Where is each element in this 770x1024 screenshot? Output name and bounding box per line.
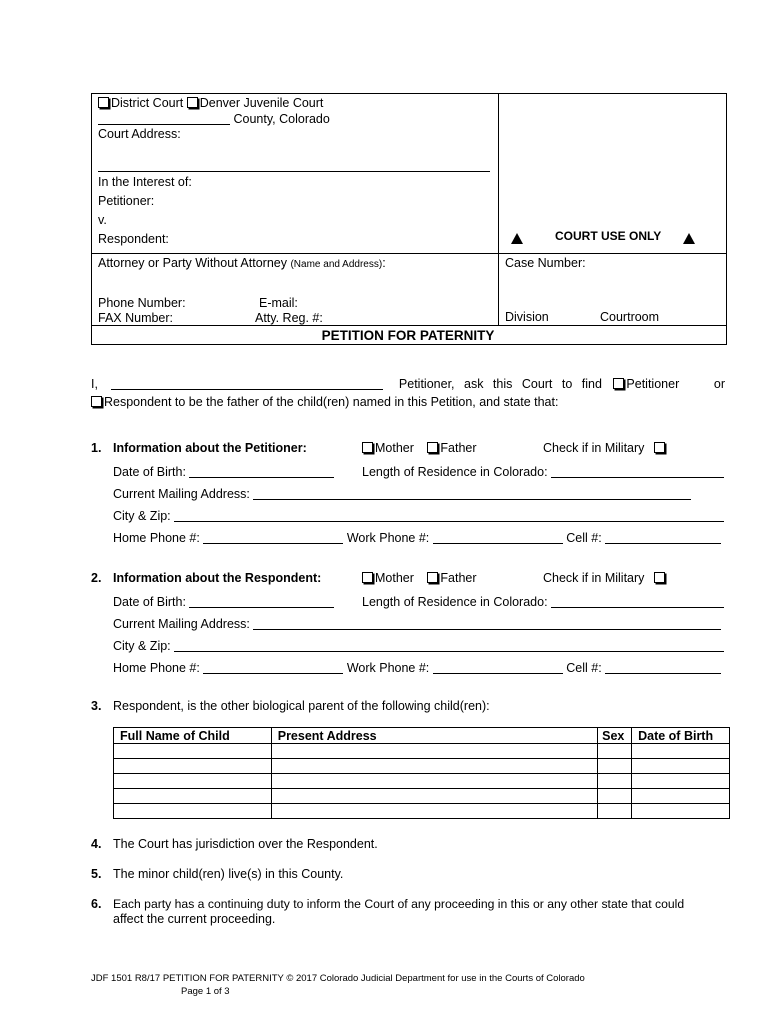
s2-residence-line <box>362 595 724 609</box>
s2-mailing-label: Current Mailing Address: <box>113 617 250 631</box>
child-address-cell[interactable] <box>271 774 597 789</box>
s2-mother-checkbox[interactable] <box>362 572 373 583</box>
child-address-cell[interactable] <box>271 744 597 759</box>
s2-gender <box>362 571 477 585</box>
s1-father-checkbox[interactable] <box>427 442 438 453</box>
child-dob-cell[interactable] <box>632 789 730 804</box>
s2-cell-blank[interactable] <box>605 662 721 674</box>
title-row-divider <box>91 325 726 326</box>
intro-line-2-text: Respondent to be the father of the child(ren) named in this Petition, and state that: <box>104 395 559 409</box>
s1-residence-blank[interactable] <box>551 466 724 478</box>
s1-city-line <box>113 509 724 523</box>
section-6-line-1: Each party has a continuing duty to inform the Court of any proceeding in this or any other state that could <box>113 897 685 911</box>
find-respondent-checkbox[interactable] <box>91 396 102 407</box>
child-sex-cell[interactable] <box>598 759 632 774</box>
child-address-cell[interactable] <box>271 789 597 804</box>
header-date-of-birth: Date of Birth <box>632 728 730 744</box>
s1-military <box>543 441 667 455</box>
s2-cell-label: Cell #: <box>566 661 602 675</box>
section-6-number: 6. <box>91 897 102 911</box>
s2-phone-line <box>113 661 721 675</box>
caption-divider <box>498 93 499 325</box>
child-dob-cell[interactable] <box>632 759 730 774</box>
county-line <box>98 112 330 126</box>
child-dob-cell[interactable] <box>632 744 730 759</box>
fax-number-label: FAX Number: <box>98 311 174 325</box>
child-name-cell[interactable] <box>114 804 272 819</box>
section-1-title: Information about the Petitioner: <box>113 441 307 455</box>
phone-number-label: Phone Number: <box>98 296 186 310</box>
county-blank[interactable] <box>98 113 230 125</box>
s2-work-phone-blank[interactable] <box>433 662 563 674</box>
table-row <box>114 774 730 789</box>
attorney-note: (Name and Address) <box>290 259 383 270</box>
intro-or: or <box>713 377 725 391</box>
s1-military-label: Check if in Military <box>543 441 645 455</box>
s2-city-line <box>113 639 724 653</box>
case-number-label: Case Number: <box>505 256 586 270</box>
section-5-number: 5. <box>91 867 102 881</box>
denver-juvenile-label: Denver Juvenile Court <box>199 96 324 110</box>
s2-mother-label: Mother <box>375 571 414 585</box>
s1-work-phone-label: Work Phone #: <box>346 531 430 545</box>
s1-father-label: Father <box>440 441 477 455</box>
s1-mailing-label: Current Mailing Address: <box>113 487 250 501</box>
court-use-only-label: COURT USE ONLY <box>555 229 662 243</box>
child-name-cell[interactable] <box>114 789 272 804</box>
court-address-blank[interactable] <box>98 171 490 172</box>
s1-gender <box>362 441 477 455</box>
section-2-number: 2. <box>91 571 102 585</box>
header-present-address: Present Address <box>271 728 597 744</box>
caption-row-divider <box>91 253 726 254</box>
denver-juvenile-checkbox[interactable] <box>187 97 198 108</box>
s1-home-phone-label: Home Phone #: <box>113 531 200 545</box>
table-row <box>114 789 730 804</box>
s1-mother-checkbox[interactable] <box>362 442 373 453</box>
find-petitioner-label: Petitioner <box>626 377 680 391</box>
child-sex-cell[interactable] <box>598 774 632 789</box>
s2-home-phone-blank[interactable] <box>203 662 343 674</box>
section-4-number: 4. <box>91 837 102 851</box>
s1-dob-label: Date of Birth: <box>113 465 186 479</box>
header-sex: Sex <box>598 728 632 744</box>
attorney-line <box>98 256 386 270</box>
s1-residence-label: Length of Residence in Colorado: <box>362 465 548 479</box>
versus-label: v. <box>98 213 107 227</box>
email-label: E-mail: <box>259 296 298 310</box>
children-table-header <box>114 728 730 744</box>
section-4-text: The Court has jurisdiction over the Respondent. <box>113 837 378 851</box>
s1-residence-line <box>362 465 724 479</box>
s2-dob-blank[interactable] <box>189 596 334 608</box>
s1-phone-line <box>113 531 721 545</box>
s1-cell-blank[interactable] <box>605 532 721 544</box>
s2-mailing-blank[interactable] <box>253 618 721 630</box>
child-sex-cell[interactable] <box>598 744 632 759</box>
s2-city-blank[interactable] <box>174 640 724 652</box>
courtroom-label: Courtroom <box>600 310 660 324</box>
in-interest-label: In the Interest of: <box>98 175 192 189</box>
child-sex-cell[interactable] <box>598 789 632 804</box>
table-row <box>114 744 730 759</box>
s2-father-label: Father <box>440 571 477 585</box>
s1-mailing-line <box>113 487 691 501</box>
s2-residence-label: Length of Residence in Colorado: <box>362 595 548 609</box>
section-3-number: 3. <box>91 699 102 713</box>
s2-military <box>543 571 667 585</box>
child-address-cell[interactable] <box>271 759 597 774</box>
section-1-number: 1. <box>91 441 102 455</box>
table-row <box>114 759 730 774</box>
s2-work-phone-label: Work Phone #: <box>346 661 430 675</box>
s1-city-blank[interactable] <box>174 510 724 522</box>
intro-line-1 <box>91 377 725 391</box>
caption-box <box>91 93 727 345</box>
respondent-label: Respondent: <box>98 232 169 246</box>
s2-military-label: Check if in Military <box>543 571 645 585</box>
attorney-colon: : <box>382 256 386 270</box>
arrow-up-icon <box>511 233 523 244</box>
intro-i: I, <box>91 377 98 391</box>
child-dob-cell[interactable] <box>632 804 730 819</box>
petitioner-name-blank[interactable] <box>111 378 383 390</box>
table-row <box>114 804 730 819</box>
attorney-label: Attorney or Party Without Attorney <box>98 256 287 270</box>
county-label: County, Colorado <box>233 112 330 126</box>
intro-line-2 <box>91 395 558 409</box>
s2-father-checkbox[interactable] <box>427 572 438 583</box>
footer-line-1: JDF 1501 R8/17 PETITION FOR PATERNITY © 2017 Colorado Judicial Department for use in the Courts of Colorado <box>91 973 585 984</box>
intro-request: Petitioner, ask this Court to find <box>398 377 602 391</box>
arrow-up-icon <box>683 233 695 244</box>
section-6-line-2: affect the current proceeding. <box>113 912 276 926</box>
find-petitioner-checkbox[interactable] <box>613 378 624 389</box>
child-dob-cell[interactable] <box>632 774 730 789</box>
s1-cell-label: Cell #: <box>566 531 602 545</box>
s1-home-phone-blank[interactable] <box>203 532 343 544</box>
s2-city-label: City & Zip: <box>113 639 171 653</box>
child-sex-cell[interactable] <box>598 804 632 819</box>
footer-page-number: Page 1 of 3 <box>181 986 230 997</box>
section-2-title: Information about the Respondent: <box>113 571 322 585</box>
form-title: PETITION FOR PATERNITY <box>321 328 495 343</box>
s1-military-checkbox[interactable] <box>654 442 665 453</box>
child-name-cell[interactable] <box>114 744 272 759</box>
s2-dob-label: Date of Birth: <box>113 595 186 609</box>
s2-dob-line <box>113 595 334 609</box>
children-table <box>113 727 730 819</box>
section-3-text: Respondent, is the other biological parent of the following child(ren): <box>113 699 490 713</box>
s1-mailing-blank[interactable] <box>253 488 691 500</box>
s1-dob-line <box>113 465 334 479</box>
header-full-name: Full Name of Child <box>114 728 272 744</box>
s1-city-label: City & Zip: <box>113 509 171 523</box>
s1-work-phone-blank[interactable] <box>433 532 563 544</box>
s2-mailing-line <box>113 617 721 631</box>
s1-mother-label: Mother <box>375 441 414 455</box>
s2-military-checkbox[interactable] <box>654 572 665 583</box>
atty-reg-label: Atty. Reg. #: <box>255 311 323 325</box>
court-type-line <box>98 96 323 110</box>
district-court-checkbox[interactable] <box>98 97 109 108</box>
district-court-label: District Court <box>111 96 184 110</box>
s1-dob-blank[interactable] <box>189 466 334 478</box>
section-5-text: The minor child(ren) live(s) in this County. <box>113 867 344 881</box>
court-address-label: Court Address: <box>98 127 181 141</box>
child-address-cell[interactable] <box>271 804 597 819</box>
child-name-cell[interactable] <box>114 759 272 774</box>
division-label: Division <box>505 310 549 324</box>
s2-residence-blank[interactable] <box>551 596 724 608</box>
petitioner-label: Petitioner: <box>98 194 155 208</box>
s2-home-phone-label: Home Phone #: <box>113 661 200 675</box>
child-name-cell[interactable] <box>114 774 272 789</box>
